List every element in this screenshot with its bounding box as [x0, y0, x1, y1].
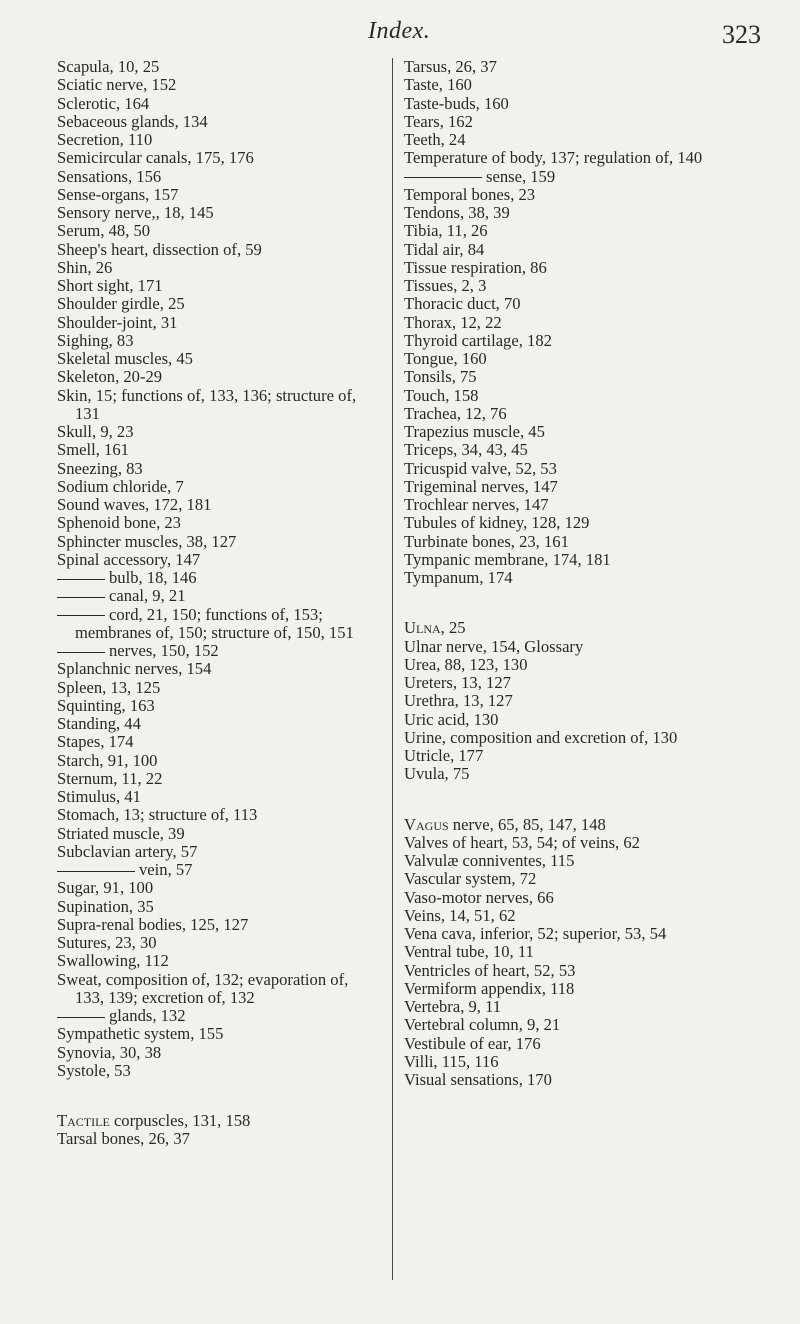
index-entry: Utricle, 177	[404, 746, 484, 765]
index-entry: Skin, 15; functions of, 133, 136; structure of, 131	[57, 385, 357, 423]
index-entry: Smell, 161	[57, 440, 129, 460]
index-entry: Vena cava, inferior, 52; superior, 53, 54	[404, 924, 667, 943]
index-entry: Tarsal bones, 26, 37	[57, 1129, 190, 1149]
index-entry: Valvulæ conniventes, 115	[404, 851, 575, 870]
page-header	[0, 10, 800, 50]
index-entry: Stapes, 174	[57, 732, 134, 752]
index-entry: Skull, 9, 23	[57, 422, 134, 441]
ditto-dash	[404, 177, 482, 178]
index-entry: Valves of heart, 53, 54; of veins, 62	[404, 832, 640, 852]
index-entry: nerves, 150, 152	[57, 642, 377, 660]
index-entry: Thyroid cartilage, 182	[404, 330, 552, 350]
index-entry: Stimulus, 41	[57, 787, 141, 806]
index-entry: Teeth, 24	[404, 130, 466, 149]
letter-section-gap	[404, 784, 789, 816]
index-entry: glands, 132	[57, 1007, 377, 1025]
index-entry: Sphenoid bone, 23	[57, 513, 181, 533]
index-entry: Stomach, 13; structure of, 113	[57, 805, 258, 825]
index-entry: Tongue, 160	[404, 349, 487, 368]
index-entry: Trigeminal nerves, 147	[404, 476, 558, 496]
index-entry: Squinting, 163	[57, 695, 155, 715]
index-entry: Sound waves, 172, 181	[57, 495, 212, 514]
index-entry: Tibia, 11, 26	[404, 221, 488, 241]
index-entry: Villi, 115, 116	[404, 1051, 499, 1071]
index-entry: Tonsils, 75	[404, 367, 477, 387]
index-entry: Tricuspid valve, 52, 53	[404, 458, 557, 478]
index-entry: cord, 21, 150; functions of, 153; membranes of, 150; structure of, 150, 151	[57, 606, 377, 643]
index-entry: Vagus nerve, 65, 85, 147, 148	[404, 814, 606, 834]
running-head: Index.	[368, 18, 431, 44]
index-entry: Serum, 48, 50	[57, 221, 151, 241]
ditto-dash	[57, 652, 105, 653]
index-entry: Ulnar nerve, 154, Glossary	[404, 636, 584, 656]
index-entry: Sugar, 91, 100	[57, 878, 154, 898]
index-entry: Urea, 88, 123, 130	[404, 654, 528, 674]
index-entry: Visual sensations, 170	[404, 1070, 552, 1089]
index-entry: Thoracic duct, 70	[404, 294, 521, 314]
index-entry: canal, 9, 21	[57, 587, 377, 605]
index-entry: sense, 159	[404, 168, 789, 186]
index-entry: Skeleton, 20-29	[57, 367, 163, 387]
index-entry: vein, 57	[57, 861, 377, 879]
index-entry: Touch, 158	[404, 385, 479, 405]
index-entry: Vertebral column, 9, 21	[404, 1015, 561, 1035]
index-entry: Scapula, 10, 25	[57, 57, 160, 76]
index-entry: Secretion, 110	[57, 130, 153, 149]
index-entry: Tidal air, 84	[404, 239, 485, 259]
index-entry: Sheep's heart, dissection of, 59	[57, 239, 262, 259]
index-entry: Triceps, 34, 43, 45	[404, 440, 528, 460]
index-entry: Striated muscle, 39	[57, 823, 185, 843]
index-entry: Ureters, 13, 127	[404, 673, 511, 692]
index-entry: Sebaceous glands, 134	[57, 111, 208, 131]
index-entry: Sighing, 83	[57, 330, 134, 350]
index-entry: Ulna, 25	[404, 618, 466, 638]
index-entry: Tissue respiration, 86	[404, 257, 547, 277]
index-entry: Vascular system, 72	[404, 869, 537, 889]
index-entry: Tubules of kidney, 128, 129	[404, 513, 590, 533]
index-column-left	[57, 58, 377, 1149]
index-entry: Uvula, 75	[404, 764, 470, 784]
index-entry: Temporal bones, 23	[404, 184, 536, 204]
index-entry: Short sight, 171	[57, 276, 163, 295]
index-entry: Sternum, 11, 22	[57, 768, 163, 788]
page-number: 323	[722, 20, 761, 49]
index-entry: Spinal accessory, 147	[57, 549, 201, 569]
ditto-dash	[57, 579, 105, 580]
index-entry: Shin, 26	[57, 257, 113, 277]
column-divider	[392, 58, 393, 1280]
ditto-dash	[57, 871, 135, 872]
index-entry: Vaso-motor nerves, 66	[404, 887, 554, 907]
index-entry: Uric acid, 130	[404, 709, 499, 729]
index-entry: Temperature of body, 137; regulation of, 140	[404, 148, 703, 168]
index-entry: Tendons, 38, 39	[404, 203, 510, 222]
index-entry: Turbinate bones, 23, 161	[404, 531, 569, 551]
index-entry: Trochlear nerves, 147	[404, 495, 549, 514]
index-entry: Tarsus, 26, 37	[404, 57, 497, 76]
index-entry: Taste, 160	[404, 75, 472, 95]
index-entry: Trapezius muscle, 45	[404, 422, 545, 441]
index-entry: Semicircular canals, 175, 176	[57, 148, 254, 168]
index-entry: Urethra, 13, 127	[404, 691, 513, 711]
index-entry: Veins, 14, 51, 62	[404, 905, 516, 925]
index-entry: Supra-renal bodies, 125, 127	[57, 914, 249, 934]
index-entry: Urine, composition and excretion of, 130	[404, 727, 678, 747]
index-entry: Sciatic nerve, 152	[57, 75, 177, 95]
index-entry: bulb, 18, 146	[57, 569, 377, 587]
index-column-right	[404, 58, 789, 1089]
index-entry: Trachea, 12, 76	[404, 403, 507, 423]
index-entry: Tympanum, 174	[404, 568, 513, 587]
index-entry: Sutures, 23, 30	[57, 933, 157, 952]
index-entry: Starch, 91, 100	[57, 750, 158, 770]
index-entry: Systole, 53	[57, 1060, 131, 1080]
index-entry: Sclerotic, 164	[57, 93, 150, 113]
index-entry: Vertebra, 9, 11	[404, 997, 502, 1016]
index-entry: Ventricles of heart, 52, 53	[404, 960, 576, 980]
index-entry: Vestibule of ear, 176	[404, 1033, 541, 1053]
index-entry: Tears, 162	[404, 111, 473, 131]
index-entry: Supination, 35	[57, 896, 154, 916]
index-entry: Taste-buds, 160	[404, 93, 509, 113]
index-entry: Standing, 44	[57, 714, 141, 733]
index-entry: Splanchnic nerves, 154	[57, 659, 212, 679]
index-entry: Skeletal muscles, 45	[57, 349, 193, 368]
index-entry: Sodium chloride, 7	[57, 476, 184, 496]
index-entry: Sense-organs, 157	[57, 184, 179, 204]
index-entry: Spleen, 13, 125	[57, 677, 161, 697]
index-entry: Shoulder girdle, 25	[57, 294, 185, 314]
index-entry: Sympathetic system, 155	[57, 1024, 224, 1044]
index-entry: Swallowing, 112	[57, 951, 169, 971]
index-entry: Sensations, 156	[57, 166, 162, 186]
index-entry: Vermiform appendix, 118	[404, 978, 575, 998]
ditto-dash	[57, 1017, 105, 1018]
index-entry: Sweat, composition of, 132; evaporation of, 133, 139; excretion of, 132	[57, 969, 349, 1007]
ditto-dash	[57, 615, 105, 616]
index-entry: Subclavian artery, 57	[57, 841, 198, 861]
index-entry: Sphincter muscles, 38, 127	[57, 531, 237, 551]
index-entry: Thorax, 12, 22	[404, 312, 502, 332]
index-entry: Sensory nerve,, 18, 145	[57, 203, 214, 222]
index-entry: Tactile corpuscles, 131, 158	[57, 1111, 251, 1130]
index-entry: Sneezing, 83	[57, 458, 143, 478]
index-entry: Shoulder-joint, 31	[57, 312, 178, 332]
letter-section-gap	[404, 587, 789, 619]
letter-section-gap	[57, 1080, 377, 1112]
index-entry: Synovia, 30, 38	[57, 1042, 162, 1062]
index-entry: Tissues, 2, 3	[404, 276, 487, 295]
index-entry: Tympanic membrane, 174, 181	[404, 549, 611, 569]
index-entry: Ventral tube, 10, 11	[404, 942, 534, 962]
ditto-dash	[57, 597, 105, 598]
